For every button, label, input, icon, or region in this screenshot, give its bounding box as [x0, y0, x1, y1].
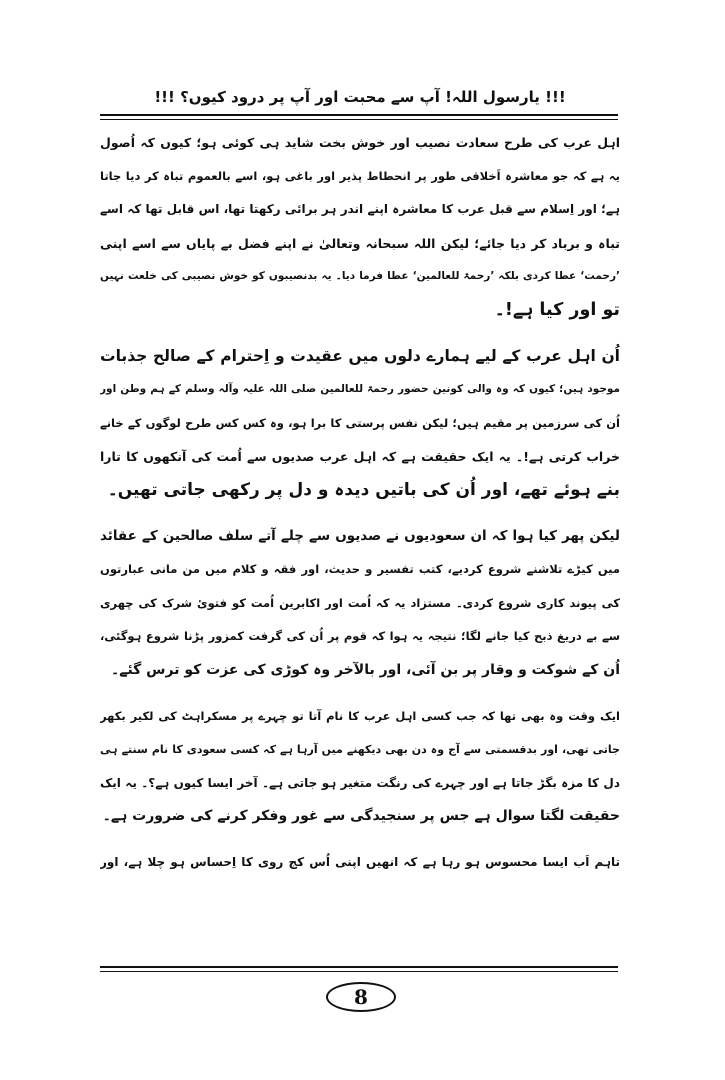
- paragraph-gap: [100, 328, 620, 340]
- text-line: اُن کے شوکت و وقار پر بن آئی، اور بالآخر وہ کوڑی کی عزت کو ترس گئے۔: [111, 661, 620, 678]
- text-line: دل کا مزہ بگڑ جاتا ہے اور چہرے کی رنگت متغیر ہو جاتی ہے۔ آخر ایسا کیوں ہے؟۔ یہ ایک: [100, 775, 620, 790]
- running-header: !!! یارسول اللہ! آپ سے محبت اور آپ پر درود کیوں؟ !!!: [154, 88, 566, 106]
- paragraph: [100, 700, 620, 834]
- paragraph: [100, 846, 620, 880]
- footer-rule-thin: [100, 971, 618, 972]
- text-line: اُن اہل عرب کے لیے ہمارے دلوں میں عقیدت و اِحترام کے صالح جذبات: [100, 346, 620, 365]
- paragraph: [100, 520, 620, 688]
- text-line: موجود ہیں؛ کیوں کہ وہ والی کونین حضور رحمۃ للعالمین صلی اللہ علیہ وآلہ وسلم کے ہم وطن اور: [100, 383, 620, 396]
- page-number: 8: [326, 982, 396, 1012]
- header-rule-thick: [100, 114, 618, 116]
- paragraph: [100, 126, 620, 328]
- text-line: سے بے دریغ ذبح کیا جانے لگا؛ نتیجہ یہ ہوا کہ قوم پر اُن کی گرفت کمزور پڑنا شروع ہوگئی،: [100, 629, 620, 644]
- text-line: ہے؛ اور اِسلام سے قبل عرب کا معاشرہ اپنے اندر ہر برائی رکھتا تھا، اس قابل تھا کہ اسے: [100, 202, 620, 217]
- text-line: ’رحمت‘ عطا کردی بلکہ ’رحمۃ للعالمین‘ عطا فرما دیا۔ یہ بدنصیبوں کو خوش نصیبی کی خلعت نہیں: [100, 270, 620, 283]
- text-line: لیکن پھر کیا ہوا کہ ان سعودیوں نے صدیوں سے چلے آتے سلف صالحین کے عقائد: [100, 527, 620, 544]
- text-line: اُن کی سرزمین پر مقیم ہیں؛ لیکن نفس پرستی کا برا ہو، وہ کس کس طرح لوگوں کے خانے: [100, 415, 620, 430]
- paragraph-gap: [100, 688, 620, 700]
- footer-rule-thick: [100, 966, 618, 968]
- header-rule-thin: [100, 119, 618, 120]
- text-line: بنے ہوئے تھے، اور اُن کی باتیں دیدہ و دل پر رکھی جاتی تھیں۔: [107, 479, 620, 500]
- body-text: [100, 126, 620, 879]
- text-line: ایک وقت وہ بھی تھا کہ جب کسی اہل عرب کا نام آتا تو چہرے پر مسکراہٹ کی لکیر بکھر: [100, 708, 620, 723]
- text-line: میں کیڑے تلاشنے شروع کردیے، کتب تفسیر و حدیث، اور فقہ و کلام میں من مانی عبارتوں: [100, 562, 620, 577]
- text-line: خراب کرتی ہے!۔ یہ ایک حقیقت ہے کہ اہل عرب صدیوں سے اُمت کی آنکھوں کا تارا: [100, 449, 620, 465]
- text-line: یہ ہے کہ جو معاشرہ اَخلاقی طور پر انحطاط پذیر اور باغی ہو، اسے بالعموم تباہ کر دیا جاتا: [100, 168, 620, 183]
- text-line: حقیقت لگتا سوال ہے جس پر سنجیدگی سے غور وفکر کرنے کی ضرورت ہے۔: [102, 808, 620, 825]
- text-line: کی پیوند کاری شروع کردی۔ مستزاد یہ کہ اُمت اور اکابرین اُمت کو فتویٔ شرک کی چھری: [100, 595, 620, 610]
- paragraph-gap: [100, 834, 620, 846]
- text-line: اہل عرب کی طرح سعادت نصیب اور خوش بخت شاید ہی کوئی ہو؛ کیوں کہ اُصول: [100, 135, 620, 150]
- text-line: تباہ و برباد کر دیا جائے؛ لیکن اللہ سبحانہ وتعالیٰ نے اپنے فضل بے پایاں سے اسے اپنی: [100, 235, 620, 251]
- text-line: تاہم اَب ایسا محسوس ہو رہا ہے کہ انھیں اپنی اُس کج روی کا اِحساس ہو چلا ہے، اور: [100, 854, 620, 869]
- text-line: تو اور کیا ہے!۔: [494, 299, 620, 320]
- paragraph-gap: [100, 508, 620, 520]
- paragraph: [100, 340, 620, 508]
- text-line: جاتی تھی، اور بدقسمتی سے آج وہ دن بھی دیکھنے میں آرہا ہے کہ کسی سعودی کا نام سنتے ہی: [100, 743, 620, 757]
